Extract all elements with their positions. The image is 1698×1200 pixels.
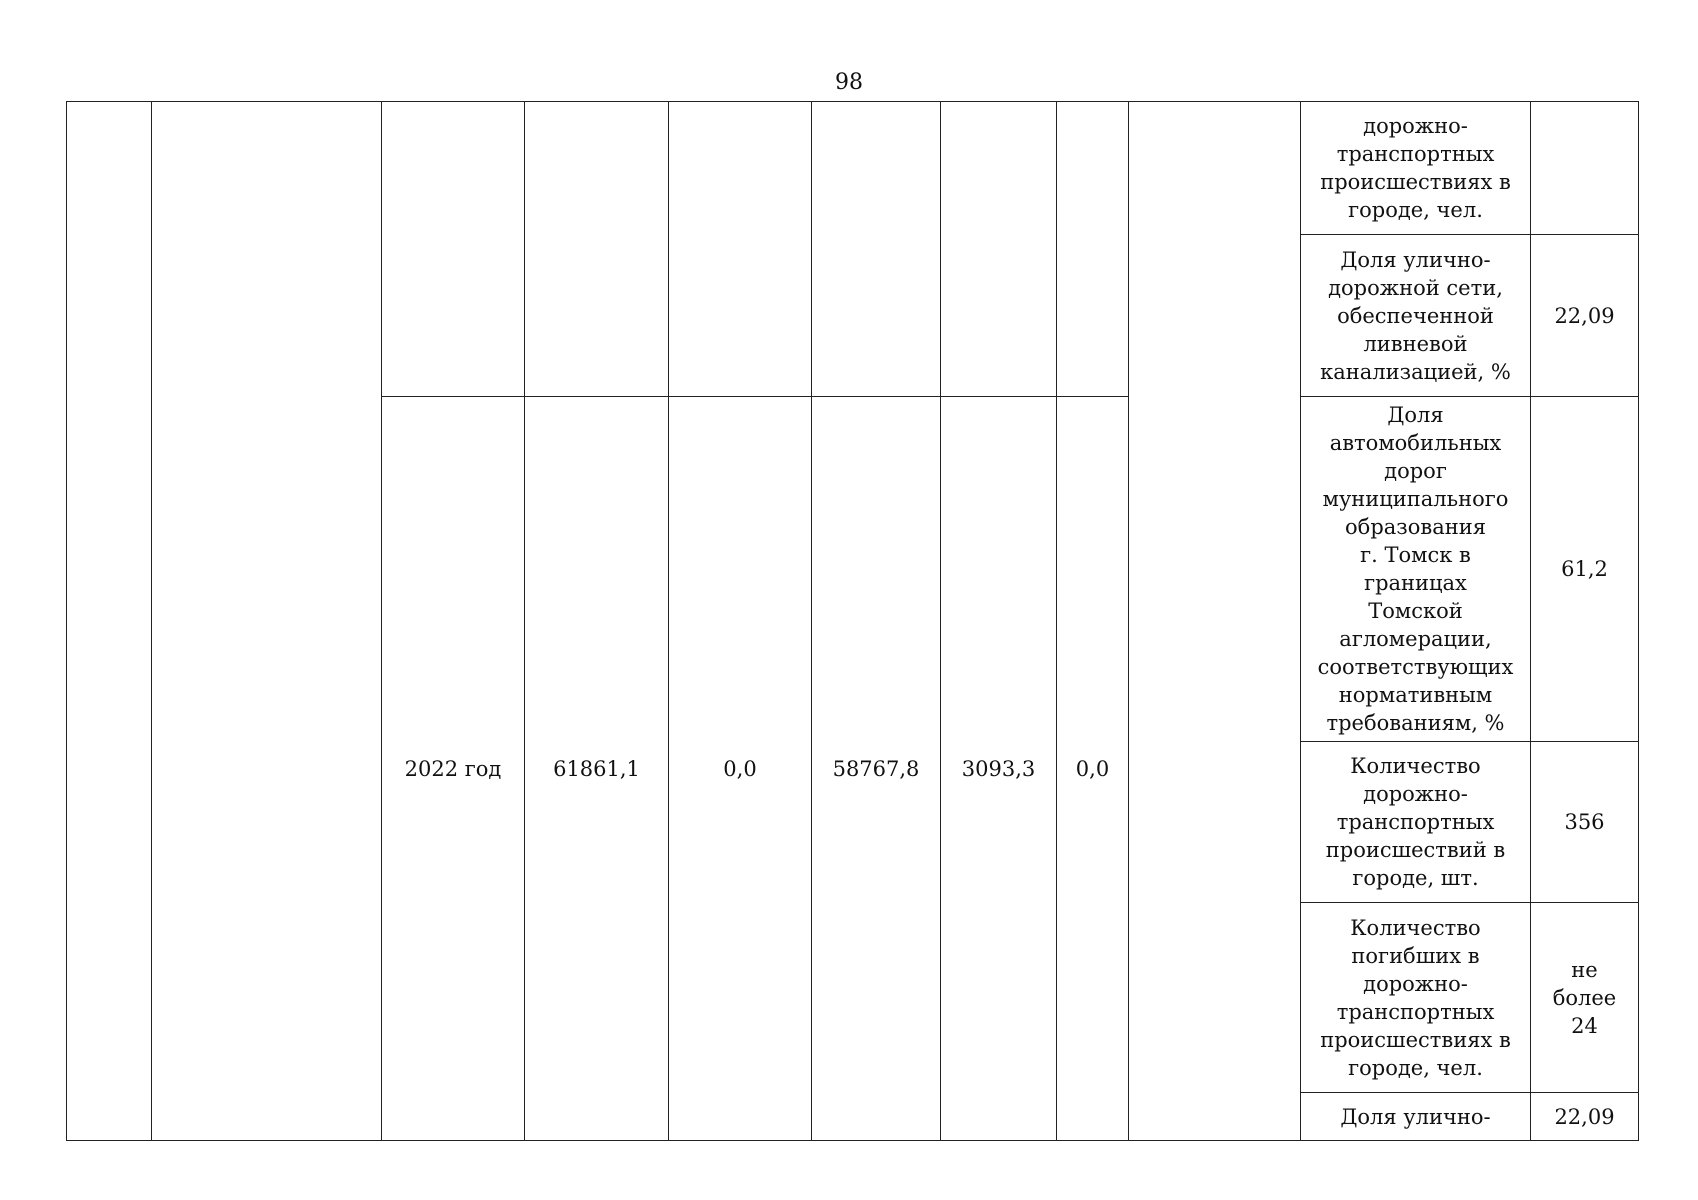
event-name-cell: [152, 102, 382, 1141]
indicator-value-cell: 22,09: [1531, 1093, 1639, 1141]
indicator-name-cell: Доля автомобильных дорог муниципального образования г. Томск в границах Томской агломерации, соответствующих нормативным требованиям, %: [1301, 397, 1531, 742]
indicator-name-cell: Количество погибших в дорожно- транспортных происшествиях в городе, чел.: [1301, 903, 1531, 1093]
indicator-name-cell: Доля улично- дорожной сети, обеспеченной ливневой канализацией, %: [1301, 235, 1531, 397]
number-cell: [67, 102, 152, 1141]
regional-funding-cell: [812, 102, 941, 397]
extra-funding-cell: 0,0: [1057, 397, 1129, 1141]
executor-cell: [1129, 102, 1301, 1141]
local-funding-cell: [941, 102, 1057, 397]
local-funding-cell: 3093,3: [941, 397, 1057, 1141]
total-funding-cell: [525, 102, 669, 397]
indicator-name-cell: Доля улично-: [1301, 1093, 1531, 1141]
indicator-value-cell: не более 24: [1531, 903, 1639, 1093]
indicator-name-cell: Количество дорожно- транспортных происшествий в городе, шт.: [1301, 742, 1531, 903]
federal-funding-cell: [669, 102, 812, 397]
table-row: [67, 102, 1639, 235]
extra-funding-cell: [1057, 102, 1129, 397]
indicator-name-cell: дорожно- транспортных происшествиях в городе, чел.: [1301, 102, 1531, 235]
indicator-value-cell: 22,09: [1531, 235, 1639, 397]
page-number: 98: [835, 70, 863, 95]
federal-funding-cell: 0,0: [669, 397, 812, 1141]
indicator-value-cell: 356: [1531, 742, 1639, 903]
regional-funding-cell: 58767,8: [812, 397, 941, 1141]
total-funding-cell: 61861,1: [525, 397, 669, 1141]
indicator-value-cell: 61,2: [1531, 397, 1639, 742]
indicator-value-cell: [1531, 102, 1639, 235]
program-funding-table: [66, 101, 1639, 1141]
year-cell: [382, 102, 525, 397]
year-cell: 2022 год: [382, 397, 525, 1141]
